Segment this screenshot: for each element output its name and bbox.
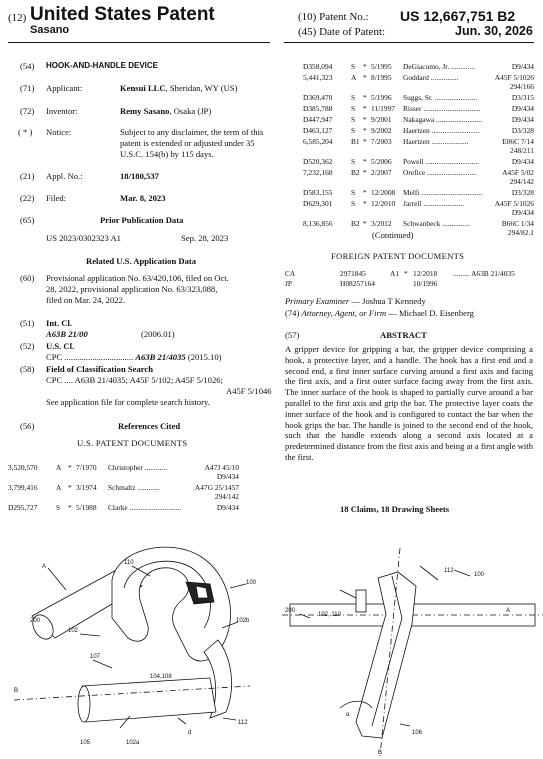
ref-inventor: Christopher ............	[108, 463, 167, 472]
fig2-label-112: 112	[444, 568, 454, 574]
fig2-label-106: 106	[412, 730, 423, 736]
ref-number: D520,362	[303, 157, 333, 166]
ref-class: A45F 5/02	[502, 168, 534, 177]
prior-pub-date: Sep. 28, 2023	[181, 233, 229, 243]
ref-inventor: Schwanbeck ...............	[403, 219, 470, 228]
ref-date: 3/2012	[371, 219, 392, 228]
foreign-ref-star: *	[404, 269, 408, 278]
ref-star: *	[68, 483, 72, 492]
fig1-label-105: 105	[80, 740, 91, 746]
invention-title: HOOK-AND-HANDLE DEVICE	[46, 61, 158, 70]
ref-number: D385,788	[303, 104, 333, 113]
applicant-name: Kensui LLC	[120, 83, 166, 93]
related-line-2: 28, 2022, provisional application No. 63/323,088,	[46, 284, 218, 294]
ref-star: *	[363, 199, 367, 208]
fig1-label-200: 200	[30, 618, 41, 624]
ref-number: D369,470	[303, 93, 333, 102]
us-cl-version: (2015.10)	[187, 352, 222, 362]
inventor-label: Inventor:	[46, 106, 78, 116]
fig2-label-alpha: α	[346, 712, 350, 718]
appl-no-label: Appl. No.:	[46, 171, 83, 181]
ref-star: *	[363, 126, 367, 135]
ref-kind: S	[351, 104, 356, 113]
ref-class: D3/315	[511, 93, 534, 102]
fig1-label-100: 100	[246, 580, 257, 586]
fig2-label-102: 102, 110	[318, 612, 341, 618]
ref-number: 3,520,570	[8, 463, 38, 472]
ref-inventor: Powell .............................	[403, 157, 479, 166]
ref-date: 7/2003	[371, 137, 392, 146]
ref-kind: B2	[351, 168, 360, 177]
ref-inventor: Jarrell ......................	[403, 199, 464, 208]
foreign-ref-kind: A1	[390, 269, 400, 278]
ref-number: 6,585,204	[303, 137, 333, 146]
filed-value: Mar. 8, 2023	[120, 193, 166, 203]
ref-date: 12/2010	[371, 199, 396, 208]
ref-kind: B1	[351, 137, 360, 146]
ref-inventor: Haertzen ..........................	[403, 126, 480, 135]
foreign-ref-no: H08257164	[340, 279, 375, 288]
kind-code-label: (12)	[8, 12, 27, 24]
ref-kind: S	[351, 62, 356, 71]
ref-class: A47G 25/1457	[194, 483, 239, 492]
ref-class: A47J 45/10	[204, 463, 239, 472]
ref-number: 5,441,323	[303, 73, 333, 82]
field-51-code: (51)	[20, 318, 35, 328]
ref-star: *	[363, 104, 367, 113]
references-continued: (Continued)	[372, 230, 414, 240]
ref-number: D358,094	[303, 62, 333, 71]
ref-kind: S	[351, 199, 356, 208]
figure-1	[14, 547, 262, 728]
ref-date: 11/1997	[371, 104, 395, 113]
abstract-title: ABSTRACT	[380, 330, 427, 340]
ref-date: 12/2008	[371, 188, 396, 197]
ref-date: 7/1970	[76, 463, 97, 472]
ref-inventor: Haertzen ....................	[403, 137, 469, 146]
ref-kind: S	[351, 126, 356, 135]
references-cited-title: References Cited	[118, 421, 181, 431]
prior-pub-number: US 2023/0302323 A1	[46, 233, 121, 243]
examiner-line	[285, 296, 426, 307]
notice-line-3: U.S.C. 154(b) by 115 days.	[120, 149, 214, 159]
fig1-label-d: d	[188, 730, 192, 736]
inventor-value	[120, 106, 211, 117]
attorney-name: — Michael D. Eisenberg	[386, 308, 474, 318]
us-cl-class: A63B 21/4035	[135, 352, 186, 362]
ref-number: D447,947	[303, 115, 333, 124]
foreign-ref-cc: CA	[285, 269, 296, 278]
ref-class-secondary: 294/142	[509, 177, 534, 186]
ref-date: 2/2007	[371, 168, 392, 177]
fig1-label-110: 110	[124, 560, 134, 566]
fig1-label-102b: 102b	[236, 618, 250, 624]
ref-date: 5/1988	[76, 503, 97, 512]
ref-class: D9/434	[216, 503, 239, 512]
ref-star: *	[363, 157, 367, 166]
fig2-label-200: 200	[285, 608, 296, 614]
applicant-value	[120, 83, 237, 94]
ref-date: 8/1995	[371, 73, 392, 82]
ref-inventor: Melfi .................................	[403, 188, 483, 197]
field-65-code: (65)	[20, 215, 35, 225]
ref-class-secondary: 294/142	[214, 492, 239, 501]
patent-date: Jun. 30, 2026	[455, 24, 533, 38]
ref-number: 3,799,416	[8, 483, 38, 492]
ref-class: B66C 1/34	[501, 219, 534, 228]
ref-star: *	[68, 503, 72, 512]
ref-kind: A	[351, 73, 357, 82]
us-patent-docs-title: U.S. PATENT DOCUMENTS	[77, 438, 188, 448]
field-22-code: (22)	[20, 193, 35, 203]
ref-class-secondary: 294/166	[509, 82, 534, 91]
ref-inventor: DeGiacomo, Jr. .............	[403, 62, 476, 71]
attorney-code: (74)	[285, 308, 300, 318]
int-cl-class: A63B 21/00	[46, 329, 88, 339]
foreign-ref-no: 2971845	[340, 269, 366, 278]
foreign-ref-cls: ......... A63B 21/4035	[453, 269, 515, 278]
abstract-text: A gripper device for gripping a bar, the gripper device comprising a hook, a protective layer, and a handle. The hook has a first end and a second end, a first inner surface curving around a first axis and facing the first axis, and a first outer surface facing away from the first axis. The inner surface of the hook is shaped to partially curve around a bar parallel to the first axis and grip the bar. The protective layer coats the inner surface of the hook and is configured to contact the bar when the hook grips the bar. The handle is joined to the second end of the hook, such that the handle extends along a second axis located at a predetermined distance from the first axis and being at a first angle with the first.	[285, 344, 533, 462]
field-of-search-line-3: See application file for complete search history.	[46, 397, 210, 407]
inventor-name: Remy Sasano	[120, 106, 170, 116]
fig1-label-a: A	[42, 564, 47, 570]
ref-class: D9/434	[511, 62, 534, 71]
ref-star: *	[363, 219, 367, 228]
foreign-docs-title: FOREIGN PATENT DOCUMENTS	[331, 251, 465, 261]
fig2-label-b: B	[378, 750, 383, 756]
ref-date: 9/2002	[371, 126, 392, 135]
applicant-location: , Sheridan, WY (US)	[165, 83, 238, 93]
ref-inventor: Schmaltz ............	[108, 483, 160, 492]
ref-inventor: Risser ...............................	[403, 104, 481, 113]
ref-class: D3/328	[511, 188, 534, 197]
ref-date: 5/1996	[371, 93, 392, 102]
ref-star: *	[363, 168, 367, 177]
ref-number: D583,155	[303, 188, 333, 197]
ref-star: *	[363, 115, 367, 124]
ref-number: D629,301	[303, 199, 333, 208]
date-label: (45) Date of Patent:	[298, 26, 386, 38]
field-of-search-line-1: CPC .... A63B 21/4035; A45F 5/102; A45F 5/1026;	[46, 375, 223, 385]
ref-date: 9/2001	[371, 115, 392, 124]
int-cl-label: Int. Cl.	[46, 318, 73, 328]
notice-line-2: patent is extended or adjusted under 35	[120, 138, 255, 148]
ref-class: E06C 7/14	[502, 137, 534, 146]
ref-kind: A	[56, 463, 62, 472]
ref-number: 8,136,856	[303, 219, 333, 228]
fig1-label-102: 102	[68, 628, 79, 634]
examiner-name: — Joshua T Kennedy	[349, 296, 426, 306]
ref-date: 5/1995	[371, 62, 392, 71]
ref-inventor: Nakagawa .........................	[403, 115, 483, 124]
ref-class: D3/328	[511, 126, 534, 135]
ref-date: 5/2006	[371, 157, 392, 166]
ref-class-secondary: D9/434	[216, 472, 239, 481]
ref-star: *	[363, 188, 367, 197]
foreign-ref-date: 10/1996	[413, 279, 438, 288]
ref-kind: S	[351, 93, 356, 102]
related-line-1: Provisional application No. 63/420,106, filed on Oct.	[46, 273, 229, 283]
fig2-label-a: A	[506, 608, 511, 614]
attorney-line	[285, 308, 474, 319]
drawing-figures	[0, 528, 543, 759]
ref-date: 3/1974	[76, 483, 97, 492]
ref-kind: B2	[351, 219, 360, 228]
patent-number: US 12,667,751 B2	[400, 8, 516, 24]
ref-number: D463,127	[303, 126, 333, 135]
figure-2	[282, 548, 543, 756]
field-60-code: (60)	[20, 273, 35, 283]
prior-pub-title: Prior Publication Data	[100, 215, 184, 225]
ref-class-secondary: 248/211	[510, 146, 534, 155]
ref-class: D9/434	[511, 157, 534, 166]
ref-inventor: Clarke ............................	[108, 503, 182, 512]
related-data-title: Related U.S. Application Data	[86, 256, 197, 266]
field-of-search-label: Field of Classification Search	[46, 364, 154, 374]
header-rule-right	[284, 42, 534, 43]
related-line-3: filed on Mar. 24, 2022.	[46, 295, 126, 305]
ref-kind: S	[351, 188, 356, 197]
ref-class: A45F 5/1026	[494, 73, 534, 82]
ref-star: *	[363, 62, 367, 71]
fig1-label-107: 107	[90, 654, 101, 660]
header-rule-left	[8, 42, 270, 43]
ref-class: D9/434	[511, 115, 534, 124]
field-58-code: (58)	[20, 364, 35, 374]
ref-kind: S	[351, 157, 356, 166]
ref-inventor: Orefice ...........................	[403, 168, 477, 177]
ref-star: *	[363, 137, 367, 146]
fig1-handle-bar	[82, 678, 216, 722]
fig1-label-112: 112	[238, 720, 248, 726]
ref-star: *	[363, 93, 367, 102]
fig1-label-104: 104,108	[150, 674, 172, 680]
ref-kind: S	[351, 115, 356, 124]
field-56-code: (56)	[20, 421, 35, 431]
notice-line-1: Subject to any disclaimer, the term of this	[120, 127, 264, 137]
field-71-code: (71)	[20, 83, 35, 93]
fig1-leader-a	[48, 568, 66, 590]
fig2-label-100: 100	[474, 572, 485, 578]
ref-kind: S	[56, 503, 61, 512]
patent-no-label: (10) Patent No.:	[298, 11, 369, 23]
ref-class-secondary: 294/82.1	[507, 228, 534, 237]
ref-kind: A	[56, 483, 62, 492]
applicant-label: Applicant:	[46, 83, 83, 93]
patent-type-title: United States Patent	[30, 4, 215, 25]
examiner-label: Primary Examiner	[285, 296, 350, 306]
ref-inventor: Suggs, Sr. .......................	[403, 93, 478, 102]
inventor-surname: Sasano	[30, 24, 70, 36]
fig1-label-b: B	[14, 688, 19, 694]
us-cl-line	[46, 352, 222, 363]
us-cl-label: U.S. Cl.	[46, 341, 75, 351]
ref-class: D9/434	[511, 104, 534, 113]
fig1-label-102a: 102a	[126, 740, 140, 746]
filed-label: Filed:	[46, 193, 67, 203]
appl-no-value: 18/180,537	[120, 171, 159, 181]
int-cl-version: (2006.01)	[141, 329, 175, 339]
ref-star: *	[363, 73, 367, 82]
foreign-ref-date: 12/2018	[413, 269, 438, 278]
us-cl-cpc: CPC ................................	[46, 352, 134, 362]
ref-class-secondary: D9/434	[511, 208, 534, 217]
field-54-code: (54)	[20, 61, 35, 71]
notice-label: Notice:	[46, 127, 72, 137]
ref-star: *	[68, 463, 72, 472]
field-72-code: (72)	[20, 106, 35, 116]
inventor-location: , Osaka (JP)	[169, 106, 212, 116]
foreign-ref-cc: JP	[285, 279, 292, 288]
field-of-search-line-2: A45F 5/1046	[226, 386, 272, 396]
claims-summary: 18 Claims, 18 Drawing Sheets	[340, 504, 450, 514]
attorney-label: Attorney, Agent, or Firm	[301, 308, 387, 318]
field-52-code: (52)	[20, 341, 35, 351]
field-21-code: (21)	[20, 171, 35, 181]
notice-code: ( * )	[18, 127, 33, 137]
ref-inventor: Goddard ...............	[403, 73, 459, 82]
ref-number: D295,727	[8, 503, 38, 512]
ref-number: 7,232,168	[303, 168, 333, 177]
ref-class: A45F 5/1026	[494, 199, 534, 208]
fig2-hook-tip	[356, 590, 366, 612]
fig1-handle-end	[78, 686, 90, 722]
abstract-code: (57)	[285, 330, 300, 340]
